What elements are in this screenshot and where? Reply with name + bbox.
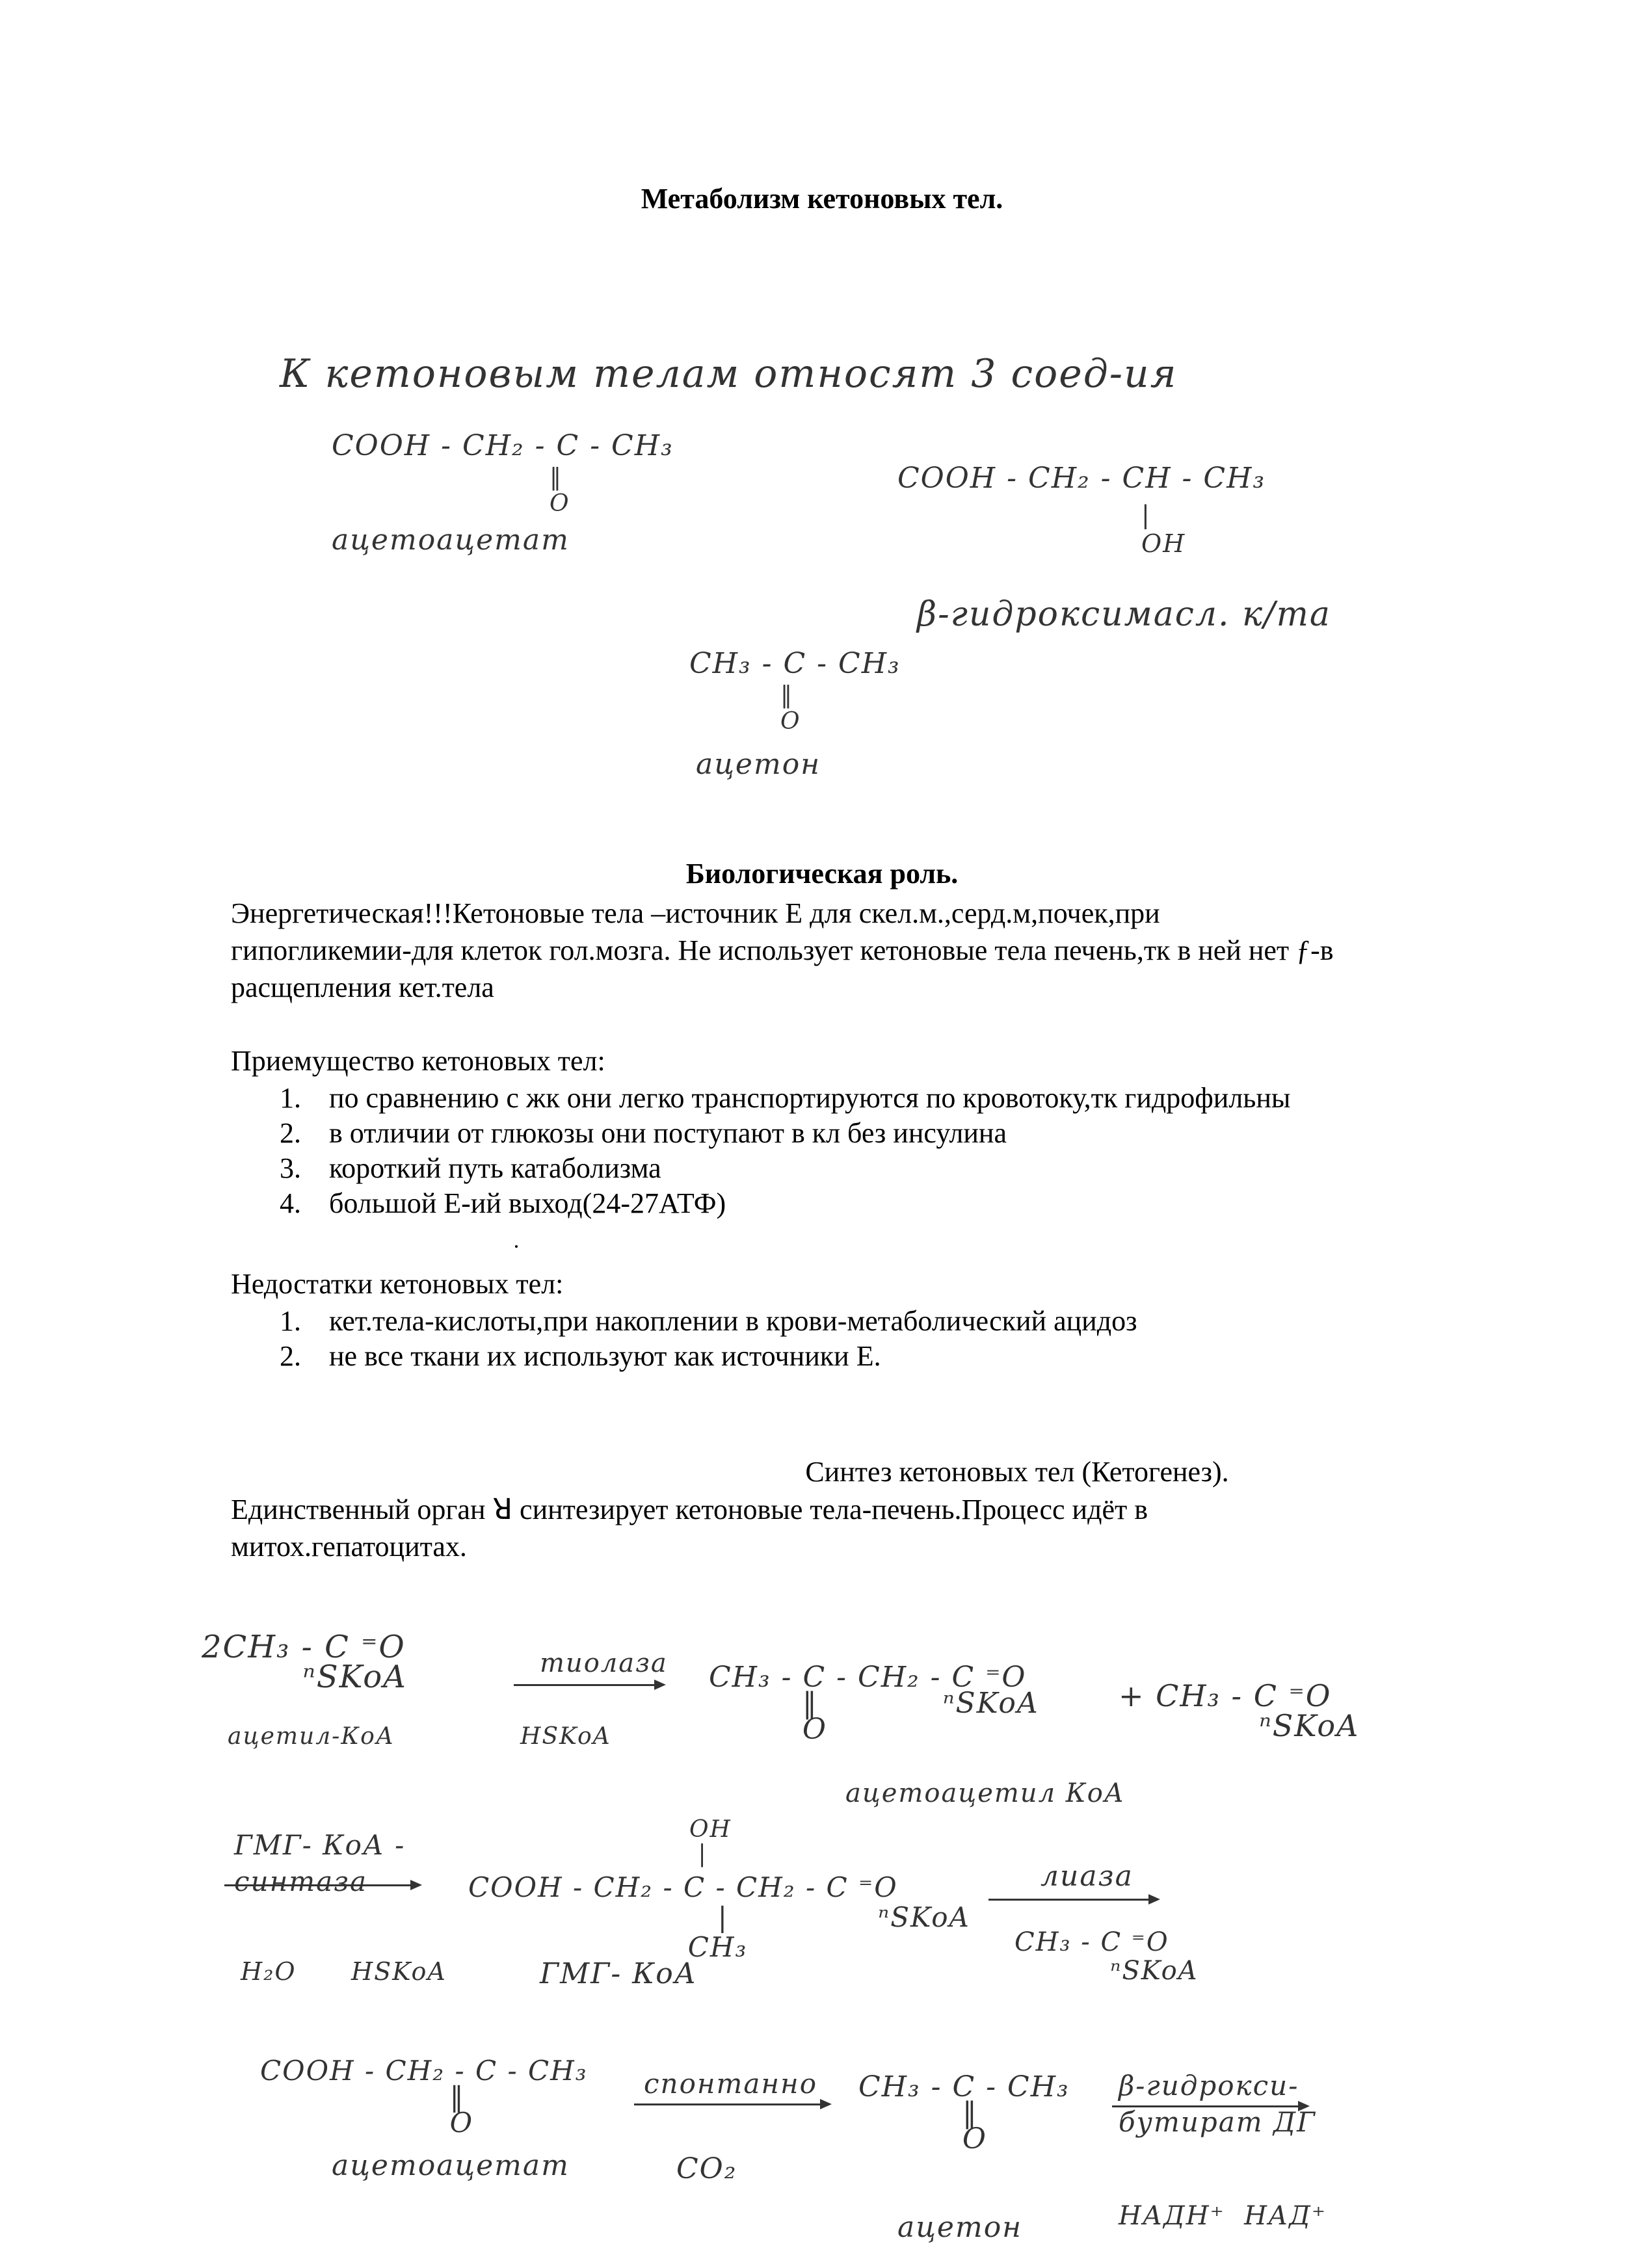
disadvantages-heading: Недостатки кетоновых тел: (231, 1268, 564, 1300)
r1-arrow (514, 1684, 663, 1686)
disadvantages-list (280, 1304, 1137, 1374)
r2-product-name: ГМГ- КоА (540, 1957, 698, 1990)
r1-product-name: ацетоацетил КоА (845, 1778, 1126, 1808)
synthesis-line-2: митох.гепатоцитах. (231, 1531, 467, 1563)
r2-reagents: H₂O HSKoA (241, 1957, 447, 1986)
list-item: 2. в отличии от глюкозы они поступают в кл без инсулина (280, 1117, 1007, 1149)
list-item: 1. кет.тела-кислоты,при накоплении в крови-метаболический ацидоз (280, 1305, 1137, 1337)
list-item: 3. короткий путь катаболизма (280, 1152, 661, 1184)
r3-byproduct: CO₂ (676, 2152, 737, 2185)
r3-product-name: ацетон (897, 2211, 1023, 2244)
acetoacetate-formula: COOH - CH₂ - C - CH₃ (332, 429, 674, 462)
bio-role-heading: Биологическая роль. (685, 858, 959, 890)
stray-dot (515, 1245, 518, 1248)
bio-role-line-3: расщепления кет.тела (231, 971, 494, 1003)
acetoacetate-name: ацетоацетат (332, 523, 570, 557)
r1-byproduct: HSKoA (520, 1723, 611, 1750)
r3-reactant-name: ацетоацетат (332, 2149, 570, 2182)
r1-enzyme: тиолаза (540, 1648, 668, 1678)
r2-lyase-arrow (988, 1899, 1158, 1901)
r2-product-oh: OH | (689, 1816, 732, 1867)
r3-reactant: COOH - CH₂ - C - CH₃ ‖ O (260, 2055, 588, 2139)
r3-arrow (634, 2103, 829, 2105)
list-item: 1. по сравнению с жк они легко транспортируются по кровотоку,тк гидрофильны (280, 1082, 1291, 1114)
r1-reactant: 2CH₃ - C ⁼O ⁿSKoA (202, 1629, 407, 1695)
r1-plus-acetylcoa: + CH₃ - C ⁼O ⁿSKoA (1119, 1678, 1360, 1743)
bio-role-line-2: гипогликемии-для клеток гол.мозга. Не использует кетоновые тела печень,тк в ней нет ƒ-в (231, 934, 1334, 966)
synthesis-line-1: Единственный орган ꓤ синтезирует кетоновые тела-печень.Процесс идёт в (231, 1494, 1148, 1525)
acetoacetate-oxygen: ‖ O (550, 464, 570, 517)
r3-condition: спонтанно (644, 2068, 818, 2100)
r2-product: COOH - CH₂ - C - CH₂ - C ⁼O | ⁿSKoA CH₃ (468, 1871, 970, 1963)
r2-byproduct: CH₃ - C ⁼O ⁿSKoA (1014, 1927, 1199, 1986)
bio-role-line-1: Энергетическая!!!Кетоновые тела –источник Е для скел.м.,серд.м,почек,при (231, 897, 1160, 929)
r3-cofactors: НАДН⁺ НАД⁺ (1119, 2201, 1327, 2231)
r3-product: CH₃ - C - CH₃ ‖ O (858, 2070, 1070, 2156)
r2-arrow (224, 1884, 419, 1886)
hydroxybutyrate-oh: | OH (1141, 501, 1186, 558)
list-item: 4. большой Е-ий выход(24-27АТФ) (280, 1187, 726, 1219)
hydroxybutyrate-name: β-гидроксимасл. к/та (917, 595, 1331, 634)
r1-product: CH₃ - C - CH₂ - C ⁼O ‖ ⁿSKoA O (709, 1661, 1039, 1746)
page-title: Метаболизм кетоновых тел. (641, 183, 1003, 215)
advantages-list (280, 1081, 1290, 1221)
list-item: 2. не все ткани их используют как источники Е. (280, 1340, 881, 1372)
r3-enzyme: β-гидрокси- бутират ДГ (1119, 2070, 1316, 2138)
r2-enzyme-lyase: лиаза (1041, 1860, 1134, 1893)
r1-reactant-name: ацетил-КоА (228, 1723, 395, 1750)
hydroxybutyrate-formula: COOH - CH₂ - CH - CH₃ (897, 462, 1266, 495)
acetone-oxygen: ‖ O (780, 682, 801, 735)
acetone-formula: CH₃ - C - CH₃ (689, 647, 901, 680)
synthesis-heading: Синтез кетоновых тел (Кетогенез). (805, 1456, 1229, 1488)
advantages-heading: Приемущество кетоновых тел: (231, 1045, 605, 1077)
r2-enzyme: ГМГ- КоА - синтаза (234, 1829, 406, 1897)
intro-handwritten-line: К кетоновым телам относят 3 соед-ия (280, 351, 1178, 397)
acetone-name: ацетон (696, 748, 821, 781)
r3-enzyme-arrow (1112, 2105, 1307, 2107)
